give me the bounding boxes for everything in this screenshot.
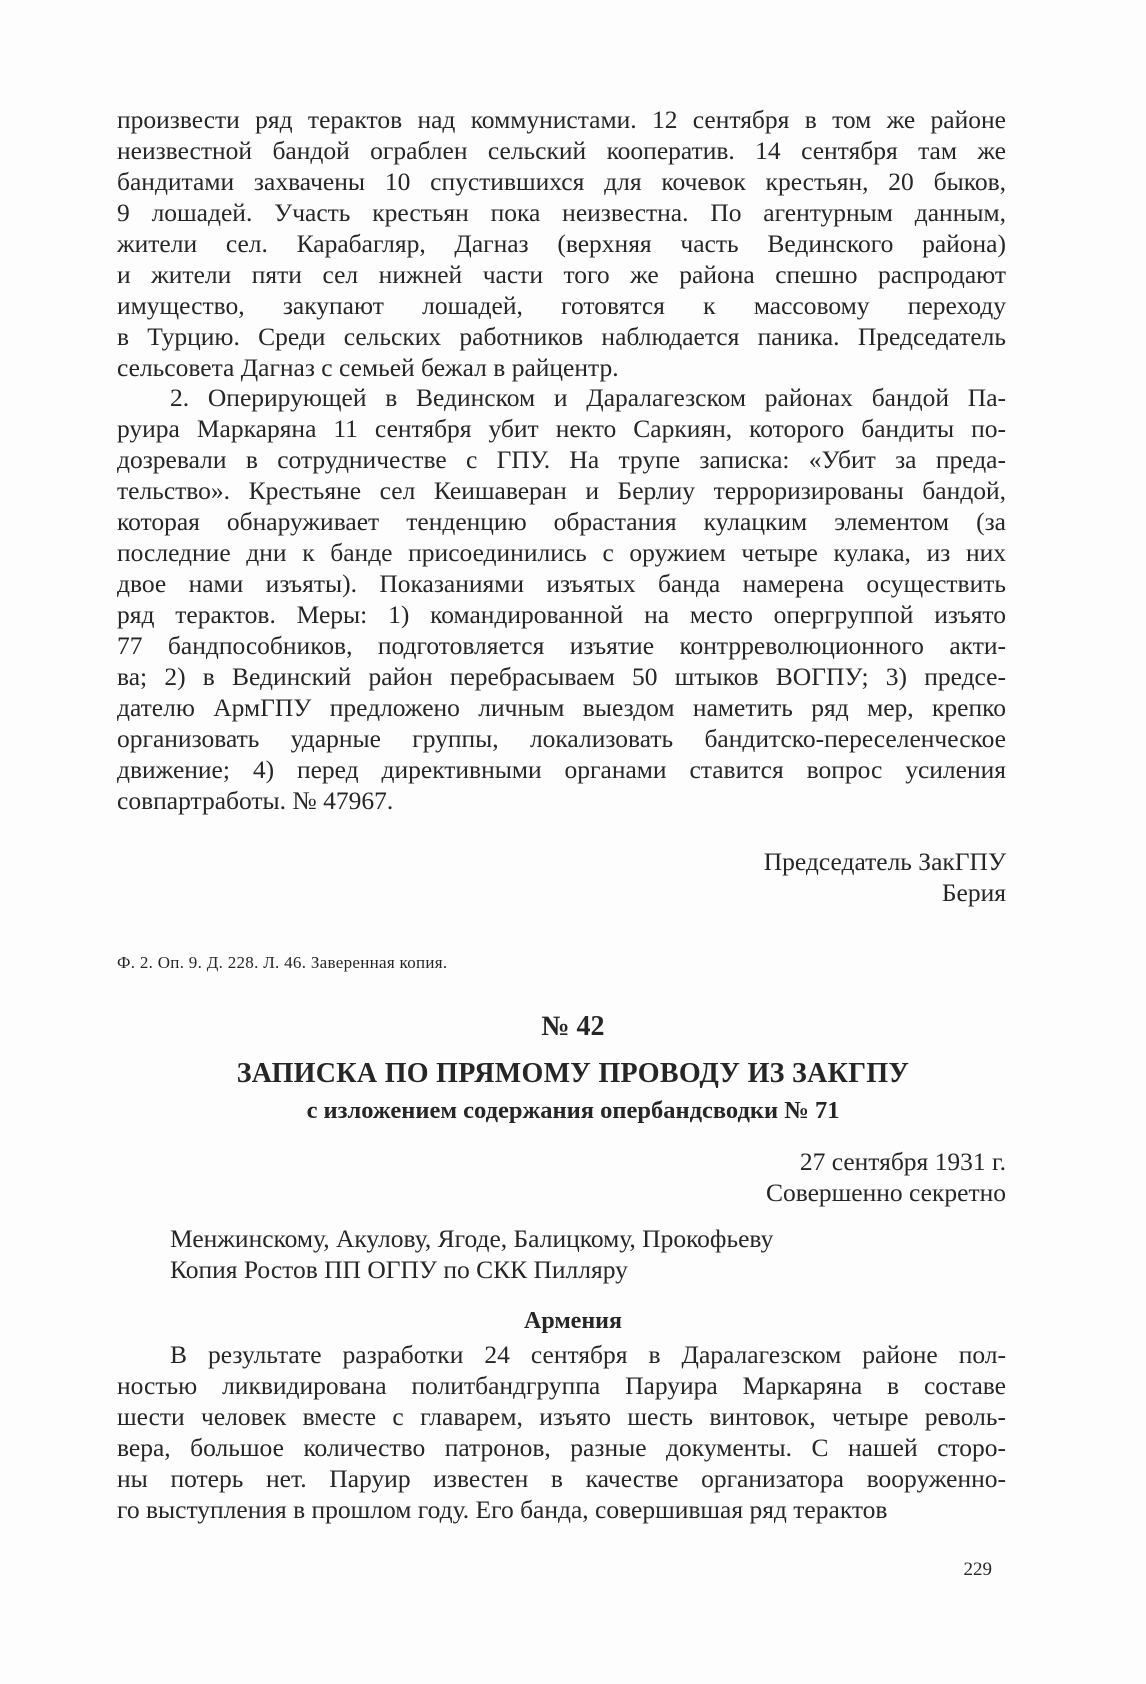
text-line: в Турцию. Среди сельских работников наблюдается паника. Председатель [117,322,1006,351]
section-heading: Армения [524,1308,622,1334]
text-line: шести человек вместе с главарем, изъято шесть винтовок, четыре револь- [117,1402,1006,1431]
classification-stamp: Совершенно секретно [765,1178,1006,1207]
page-number: 229 [963,1559,992,1580]
text-line: неизвестной бандой ограблен сельский кооператив. 14 сентября там же [117,136,1006,165]
text-line: дозревали в сотрудничестве с ГПУ. На трупе записка: «Убит за преда- [117,445,1006,474]
text-line: имущество, закупают лошадей, готовятся к массовому переходу [117,291,1006,320]
text-line: двое нами изъяты). Показаниями изъятых банда намерена осуществить [117,569,1006,598]
text-line: го выступления в прошлом году. Его банда, совершившая ряд терактов [117,1495,888,1524]
text-line: сельсовета Дагназ с семьей бежал в райцентр. [117,353,619,382]
document-number: № 42 [541,1011,605,1042]
text-line: 77 бандпособников, подготовляется изъятие контрреволюционного акти- [117,631,1006,660]
text-line: движение; 4) перед директивными органами ставится вопрос усиления [117,755,1006,784]
text-line: организовать ударные группы, локализовать бандитско-переселенческое [117,724,1006,753]
text-line: ны потерь нет. Паруир известен в качестве организатора вооруженно- [117,1464,1006,1493]
dateline-block [766,1146,1006,1208]
text-line: тельство». Крестьяне сел Кеишаверан и Берлиу терроризированы бандой, [117,476,1006,505]
signature-block [764,846,1006,908]
text-line: последние дни к банде присоединились с оружием четыре кулака, из них [117,538,1006,567]
text-line: произвести ряд терактов над коммунистами. 12 сентября в том же районе [117,105,1006,134]
text-line: бандитами захвачены 10 спустившихся для кочевок крестьян, 20 быков, [117,167,1006,196]
text-line: ностью ликвидирована политбандгруппа Паруира Маркаряна в составе [117,1371,1006,1400]
paragraph-2 [117,382,1006,816]
text-line: 2. Оперирующей в Вединском и Даралагезском районах бандой Па- [170,383,1006,412]
text-line: руира Маркаряна 11 сентября убит некто Саркиян, которого бандиты по- [117,414,1006,443]
text-line: которая обнаруживает тенденцию обрастания кулацким элементом (за [117,507,1006,536]
paragraph-3 [117,1339,1006,1525]
text-line: и жители пяти сел нижней части того же района спешно распродают [117,260,1006,289]
signature-name: Берия [941,878,1006,907]
addressee-line: Копия Ростов ПП ОГПУ по СКК Пилляру [170,1255,628,1284]
paragraph-1 [117,104,1006,383]
text-line: ва; 2) в Вединский район перебрасываем 50 штыков ВОГПУ; 3) предсе- [117,662,1006,691]
signature-position: Председатель ЗакГПУ [763,847,1006,876]
addressees-block [170,1223,773,1285]
text-line: совпартработы. № 47967. [117,786,394,815]
text-line: ряд терактов. Меры: 1) командированной на место опергруппой изъято [117,600,1006,629]
text-line: В результате разработки 24 сентября в Даралагезском районе пол- [170,1340,1006,1369]
document-subtitle: с изложением содержания опербандсводки № 71 [306,1097,840,1124]
addressee-line: Менжинскому, Акулову, Ягоде, Балицкому, Прокофьеву [170,1224,774,1253]
text-line: жители сел. Карабагляр, Дагназ (верхняя часть Вединского района) [117,229,1006,258]
text-line: вера, большое количество патронов, разные документы. С нашей сторо- [117,1433,1006,1462]
archive-reference: Ф. 2. Оп. 9. Д. 228. Л. 46. Заверенная копия. [117,953,448,972]
document-title: ЗАПИСКА ПО ПРЯМОМУ ПРОВОДУ ИЗ ЗАКГПУ [236,1058,910,1089]
document-date: 27 сентября 1931 г. [799,1147,1006,1176]
text-line: дателю АрмГПУ предложено личным выездом наметить ряд мер, крепко [117,693,1006,722]
text-line: 9 лошадей. Участь крестьян пока неизвестна. По агентурным данным, [117,198,1006,227]
